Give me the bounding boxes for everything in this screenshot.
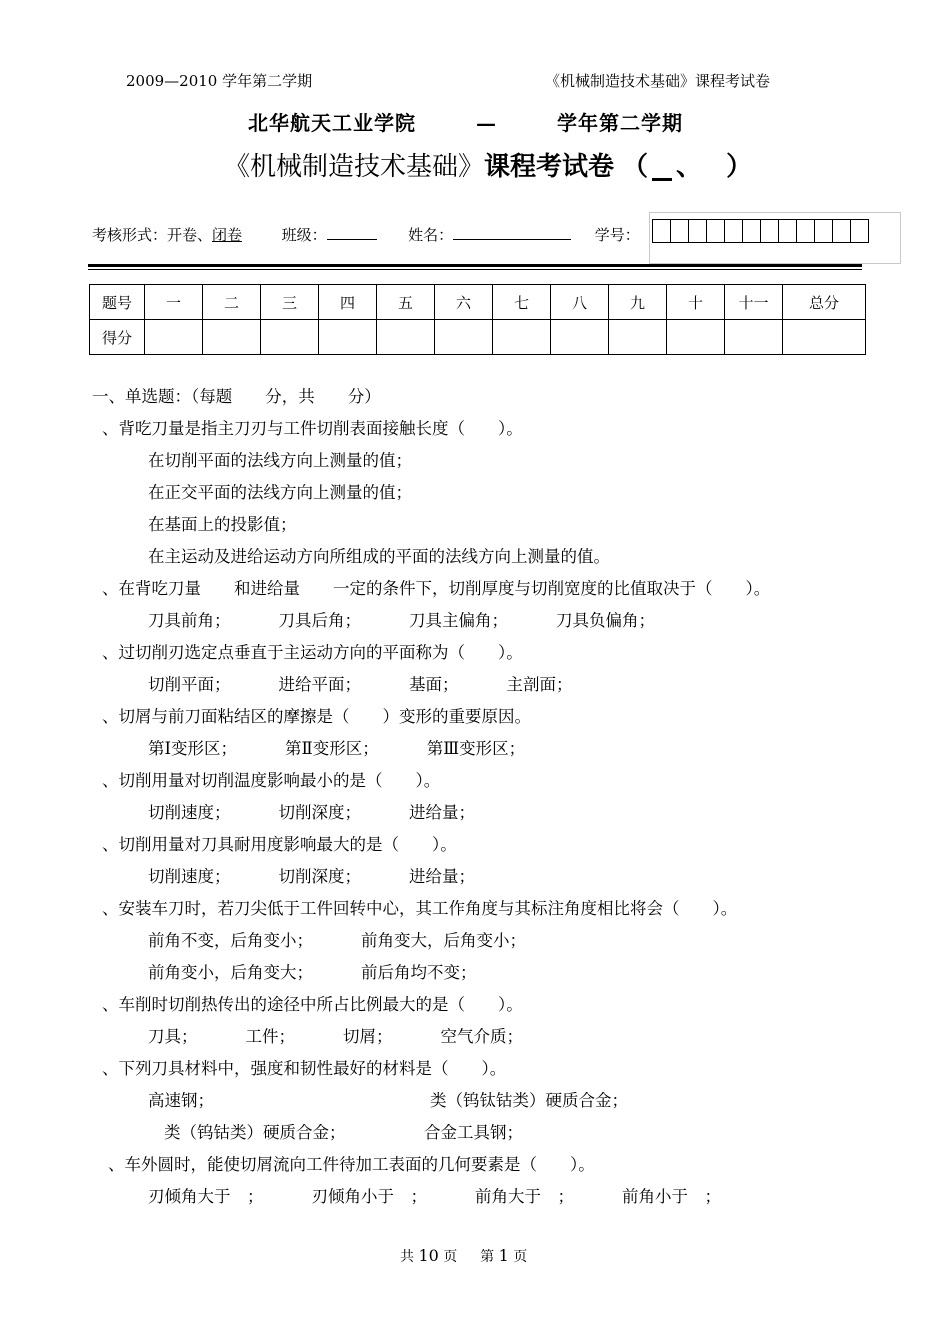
- option-row: [148, 799, 475, 823]
- option-text: 前后角均不变；: [361, 963, 477, 982]
- question-stem: 、在背吃刀量 和进给量 一定的条件下，切削厚度与切削宽度的比值取决于（ ）。: [102, 579, 771, 598]
- option-text: 在正交平面的法线方向上测量的值；: [148, 483, 412, 502]
- paper-type-blank: [652, 158, 672, 181]
- class-field[interactable]: [327, 225, 377, 240]
- table-cell: 二: [203, 285, 261, 320]
- score-cell[interactable]: [261, 320, 319, 355]
- table-cell: 八: [551, 285, 609, 320]
- option-text: 刀具前角；: [148, 611, 231, 630]
- section-title: 一、单选题：（每题 分，共 分）: [92, 387, 381, 406]
- page-number: 1: [498, 1246, 509, 1265]
- table-cell: 得分: [90, 320, 145, 355]
- question-stem: 、切屑与前刀面粘结区的摩擦是（ ）变形的重要原因。: [102, 707, 531, 726]
- total-label: 共: [400, 1249, 414, 1265]
- option-text: 高速钢；: [148, 1091, 214, 1110]
- table-cell: 七: [493, 285, 551, 320]
- question-stem: 、安装车刀时，若刀尖低于工件回转中心，其工作角度与其标注角度相比将会（ ）。: [102, 899, 738, 918]
- exam-header-line: [248, 107, 683, 136]
- option-text: 合金工具钢；: [424, 1123, 523, 1142]
- table-cell: 四: [319, 285, 377, 320]
- option-text: 刀具；: [148, 1027, 198, 1046]
- question-stem: 、背吃刀量是指主刀刃与工件切削表面接触长度（ ）。: [102, 419, 523, 438]
- table-cell: 五: [377, 285, 435, 320]
- score-cell[interactable]: [551, 320, 609, 355]
- term-text: 学年第二学期: [557, 111, 683, 135]
- option-text: 在基面上的投影值；: [148, 515, 297, 534]
- paper-type-close: ）: [726, 152, 753, 182]
- table-cell: 十一: [725, 285, 783, 320]
- student-info-line: [92, 224, 640, 245]
- option-text: 工件；: [245, 1027, 295, 1046]
- option-text: 切削平面；: [148, 675, 231, 694]
- total-pages: 10: [418, 1246, 439, 1265]
- score-cell[interactable]: [609, 320, 667, 355]
- exam-form-closed: 闭卷: [212, 226, 243, 244]
- option-text: 空气介质；: [440, 1027, 523, 1046]
- student-id-boxes[interactable]: [652, 219, 869, 243]
- paper-type-sep: 、: [676, 152, 703, 182]
- option-text: 刀具主偏角；: [409, 611, 508, 630]
- question-stem: 、切削用量对切削温度影响最小的是（ ）。: [102, 771, 441, 790]
- question-stem: 、下列刀具材料中，强度和韧性最好的材料是（ ）。: [102, 1059, 507, 1078]
- school-name: 北华航天工业学院: [248, 111, 416, 135]
- option-text: 第Ⅰ变形区；: [148, 739, 238, 758]
- option-text: 类（钨钛钴类）硬质合金；: [430, 1091, 628, 1110]
- option-text: 刃倾角小于 ；: [311, 1187, 427, 1206]
- option-text: 刃倾角大于 ；: [148, 1187, 264, 1206]
- option-text: 进给量；: [409, 867, 475, 886]
- year-dash: —: [476, 111, 497, 135]
- score-cell[interactable]: [377, 320, 435, 355]
- header-rule-thin: [88, 269, 862, 270]
- paper-type-open: （: [622, 152, 649, 182]
- score-cell[interactable]: [203, 320, 261, 355]
- class-label: 班级：: [281, 226, 327, 244]
- score-table: [89, 284, 866, 355]
- option-text: 进给量；: [409, 803, 475, 822]
- score-cell[interactable]: [783, 320, 866, 355]
- table-cell: 题号: [90, 285, 145, 320]
- question-stem: 、车外圆时，能使切屑流向工件待加工表面的几何要素是（ ）。: [108, 1155, 595, 1174]
- exam-form-label: 考核形式：开卷、: [92, 226, 213, 244]
- page-footer: [400, 1246, 527, 1266]
- table-cell: 一: [145, 285, 203, 320]
- option-text: 基面；: [409, 675, 459, 694]
- option-text: 切削深度；: [278, 803, 361, 822]
- name-field[interactable]: [453, 225, 571, 240]
- option-text: 前角变大，后角变小；: [361, 931, 526, 950]
- option-row: [148, 959, 477, 983]
- option-text: 前角变小，后角变大；: [148, 963, 313, 982]
- score-table-score-row: [90, 320, 866, 355]
- table-cell: 总分: [783, 285, 866, 320]
- course-name: 《机械制造技术基础》: [224, 152, 485, 182]
- option-text: 刀具负偏角；: [556, 611, 655, 630]
- current-label: 第: [480, 1249, 495, 1265]
- table-cell: 三: [261, 285, 319, 320]
- exam-title: [224, 146, 752, 183]
- running-header-left: 2009—2010 学年第二学期: [126, 72, 313, 90]
- option-row: [148, 1183, 721, 1207]
- score-cell[interactable]: [493, 320, 551, 355]
- option-text: 切削速度；: [148, 803, 231, 822]
- option-text: 主剖面；: [506, 675, 573, 694]
- option-text: 切削速度；: [148, 867, 231, 886]
- table-cell: 十: [667, 285, 725, 320]
- question-stem: 、过切削刃选定点垂直于主运动方向的平面称为（ ）。: [102, 643, 523, 662]
- exam-label: 课程考试卷: [484, 152, 615, 182]
- question-stem: 、车削时切削热传出的途径中所占比例最大的是（ ）。: [102, 995, 523, 1014]
- header-rule-thick: [88, 264, 862, 267]
- table-cell: 六: [435, 285, 493, 320]
- option-text: 在切削平面的法线方向上测量的值；: [148, 451, 412, 470]
- option-text: 在主运动及进给运动方向所组成的平面的法线方向上测量的值。: [148, 547, 610, 566]
- score-cell[interactable]: [319, 320, 377, 355]
- option-text: 切削深度；: [278, 867, 361, 886]
- score-cell[interactable]: [435, 320, 493, 355]
- student-id-label: 学号：: [594, 226, 640, 244]
- option-text: 第Ⅱ变形区；: [285, 739, 379, 758]
- option-text: 类（钨钴类）硬质合金；: [164, 1123, 346, 1142]
- option-row: [148, 735, 525, 759]
- table-cell: 九: [609, 285, 667, 320]
- option-text: 刀具后角；: [278, 611, 361, 630]
- option-text: 前角小于 ；: [622, 1187, 721, 1206]
- option-row: [148, 1023, 523, 1047]
- page-unit: 页: [513, 1249, 528, 1265]
- name-label: 姓名：: [408, 226, 454, 244]
- option-text: 进给平面；: [278, 675, 361, 694]
- option-text: 切屑；: [343, 1027, 393, 1046]
- option-row: [148, 927, 526, 951]
- page-unit: 页: [443, 1249, 458, 1265]
- option-row: [148, 671, 573, 695]
- option-text: 第Ⅲ变形区；: [426, 739, 526, 758]
- option-text: 前角大于 ；: [475, 1187, 574, 1206]
- score-table-header-row: [90, 285, 866, 320]
- score-cell[interactable]: [145, 320, 203, 355]
- question-stem: 、切削用量对刀具耐用度影响最大的是（ ）。: [102, 835, 457, 854]
- running-header-right: 《机械制造技术基础》课程考试卷: [545, 72, 771, 90]
- option-text: 前角不变，后角变小；: [148, 931, 313, 950]
- score-cell[interactable]: [725, 320, 783, 355]
- option-row: [148, 607, 655, 631]
- score-cell[interactable]: [667, 320, 725, 355]
- option-row: [148, 863, 475, 887]
